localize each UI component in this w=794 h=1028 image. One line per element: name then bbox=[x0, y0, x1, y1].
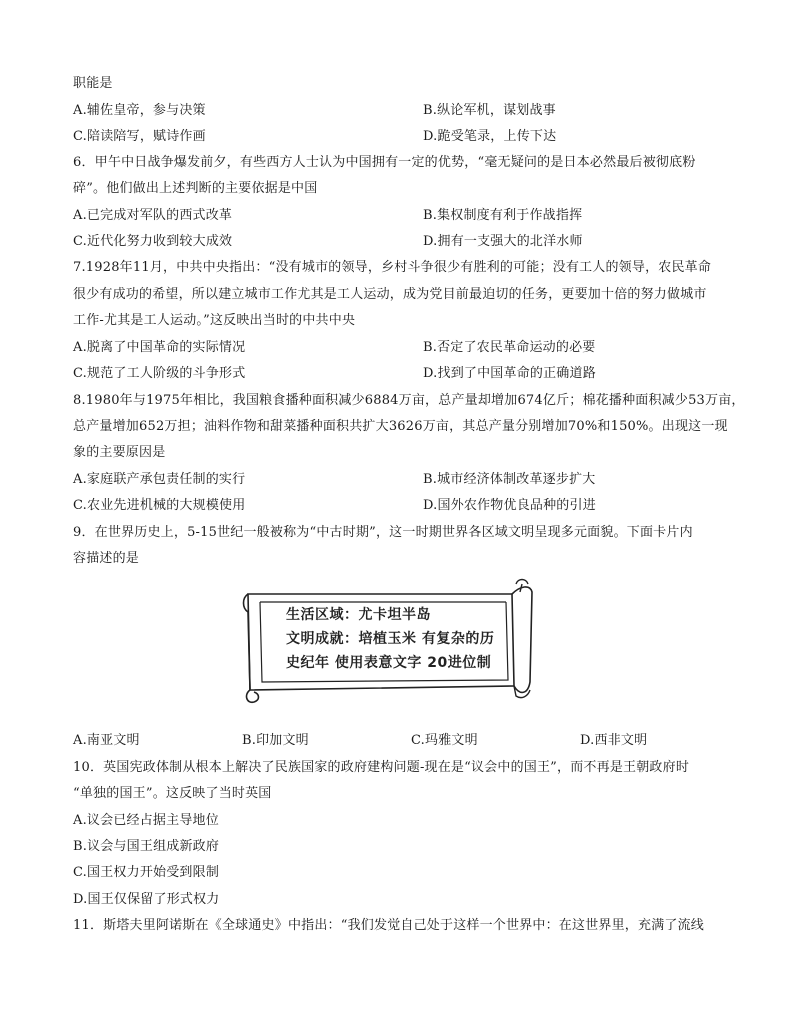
card-line-2: 文明成就：培植玉米 有复杂的历 bbox=[286, 631, 495, 647]
scroll-card bbox=[240, 578, 550, 706]
option-a: A.已完成对军队的西式改革 bbox=[73, 208, 233, 223]
option-d: D.找到了中国革命的正确道路 bbox=[423, 366, 596, 381]
question-6-text: 6．甲午中日战争爆发前夕，有些西方人士认为中国拥有一定的优势，“毫无疑问的是日本必然最后被彻底粉 bbox=[73, 155, 696, 170]
option-d: D.国王仅保留了形式权力 bbox=[73, 892, 220, 907]
option-d: D.西非文明 bbox=[580, 733, 648, 748]
option-b: B.城市经济体制改革逐步扩大 bbox=[423, 472, 596, 487]
option-d: D.拥有一支强大的北洋水师 bbox=[423, 234, 583, 249]
question-10-text: “单独的国王”。这反映了当时英国 bbox=[73, 786, 272, 801]
question-11-text: 11．斯塔夫里阿诺斯在《全球通史》中指出：“我们发觉自己处于这样一个世界中：在这世界里，充满了流线 bbox=[73, 918, 704, 933]
question-9-text: 容描述的是 bbox=[73, 551, 140, 566]
option-a: A.辅佐皇帝，参与决策 bbox=[73, 103, 206, 118]
option-c: C.农业先进机械的大规模使用 bbox=[73, 498, 246, 513]
question-6-text: 碎”。他们做出上述判断的主要依据是中国 bbox=[73, 181, 318, 196]
option-b: B.集权制度有利于作战指挥 bbox=[423, 208, 583, 223]
question-9-text: 9．在世界历史上，5-15世纪一般被称为“中古时期”，这一时期世界各区域文明呈现多元面貌。下面卡片内 bbox=[73, 525, 693, 540]
question-7-text: 7.1928年11月，中共中央指出：“没有城市的领导，乡村斗争很少有胜利的可能；没有工人的领导，农民革命 bbox=[73, 260, 712, 275]
option-d: D.跪受笔录，上传下达 bbox=[423, 129, 557, 144]
option-a: A.家庭联产承包责任制的实行 bbox=[73, 472, 246, 487]
option-c: C.近代化努力收到较大成效 bbox=[73, 234, 233, 249]
option-c: C.玛雅文明 bbox=[411, 733, 478, 748]
question-8-text: 象的主要原因是 bbox=[73, 445, 166, 460]
option-a: A.议会已经占据主导地位 bbox=[73, 813, 219, 828]
card-line-3: 史纪年 使用表意文字 20进位制 bbox=[286, 655, 492, 671]
question-8-text: 总产量增加652万担；油料作物和甜菜播种面积共扩大3626万亩，其总产量分别增加70%和150%。出现这一现 bbox=[73, 419, 728, 434]
option-a: A.脱离了中国革命的实际情况 bbox=[73, 340, 246, 355]
option-c: C.陪读陪写，赋诗作画 bbox=[73, 129, 206, 144]
option-c: C.国王权力开始受到限制 bbox=[73, 865, 220, 880]
option-b: B.纵论军机，谋划战事 bbox=[423, 103, 556, 118]
option-b: B.议会与国王组成新政府 bbox=[73, 839, 220, 854]
option-b: B.否定了农民革命运动的必要 bbox=[423, 340, 596, 355]
option-d: D.国外农作物优良品种的引进 bbox=[423, 498, 596, 513]
option-b: B.印加文明 bbox=[242, 733, 309, 748]
question-7-text: 工作-尤其是工人运动。”这反映出当时的中共中央 bbox=[73, 313, 356, 328]
option-a: A.南亚文明 bbox=[73, 733, 140, 748]
option-c: C.规范了工人阶级的斗争形式 bbox=[73, 366, 246, 381]
question-8-text: 8.1980年与1975年相比，我国粮食播种面积减少6884万亩，总产量却增加674亿斤；棉花播种面积减少53万亩， bbox=[73, 393, 745, 408]
question-7-text: 很少有成功的希望，所以建立城市工作尤其是工人运动，成为党目前最迫切的任务，更要加十倍的努力做城市 bbox=[73, 287, 707, 302]
question-10-text: 10．英国宪政体制从根本上解决了民族国家的政府建构问题-现在是“议会中的国王”，而不再是王朝政府时 bbox=[73, 760, 690, 775]
card-line-1: 生活区域：尤卡坦半岛 bbox=[286, 607, 431, 623]
question-text: 职能是 bbox=[73, 76, 113, 91]
